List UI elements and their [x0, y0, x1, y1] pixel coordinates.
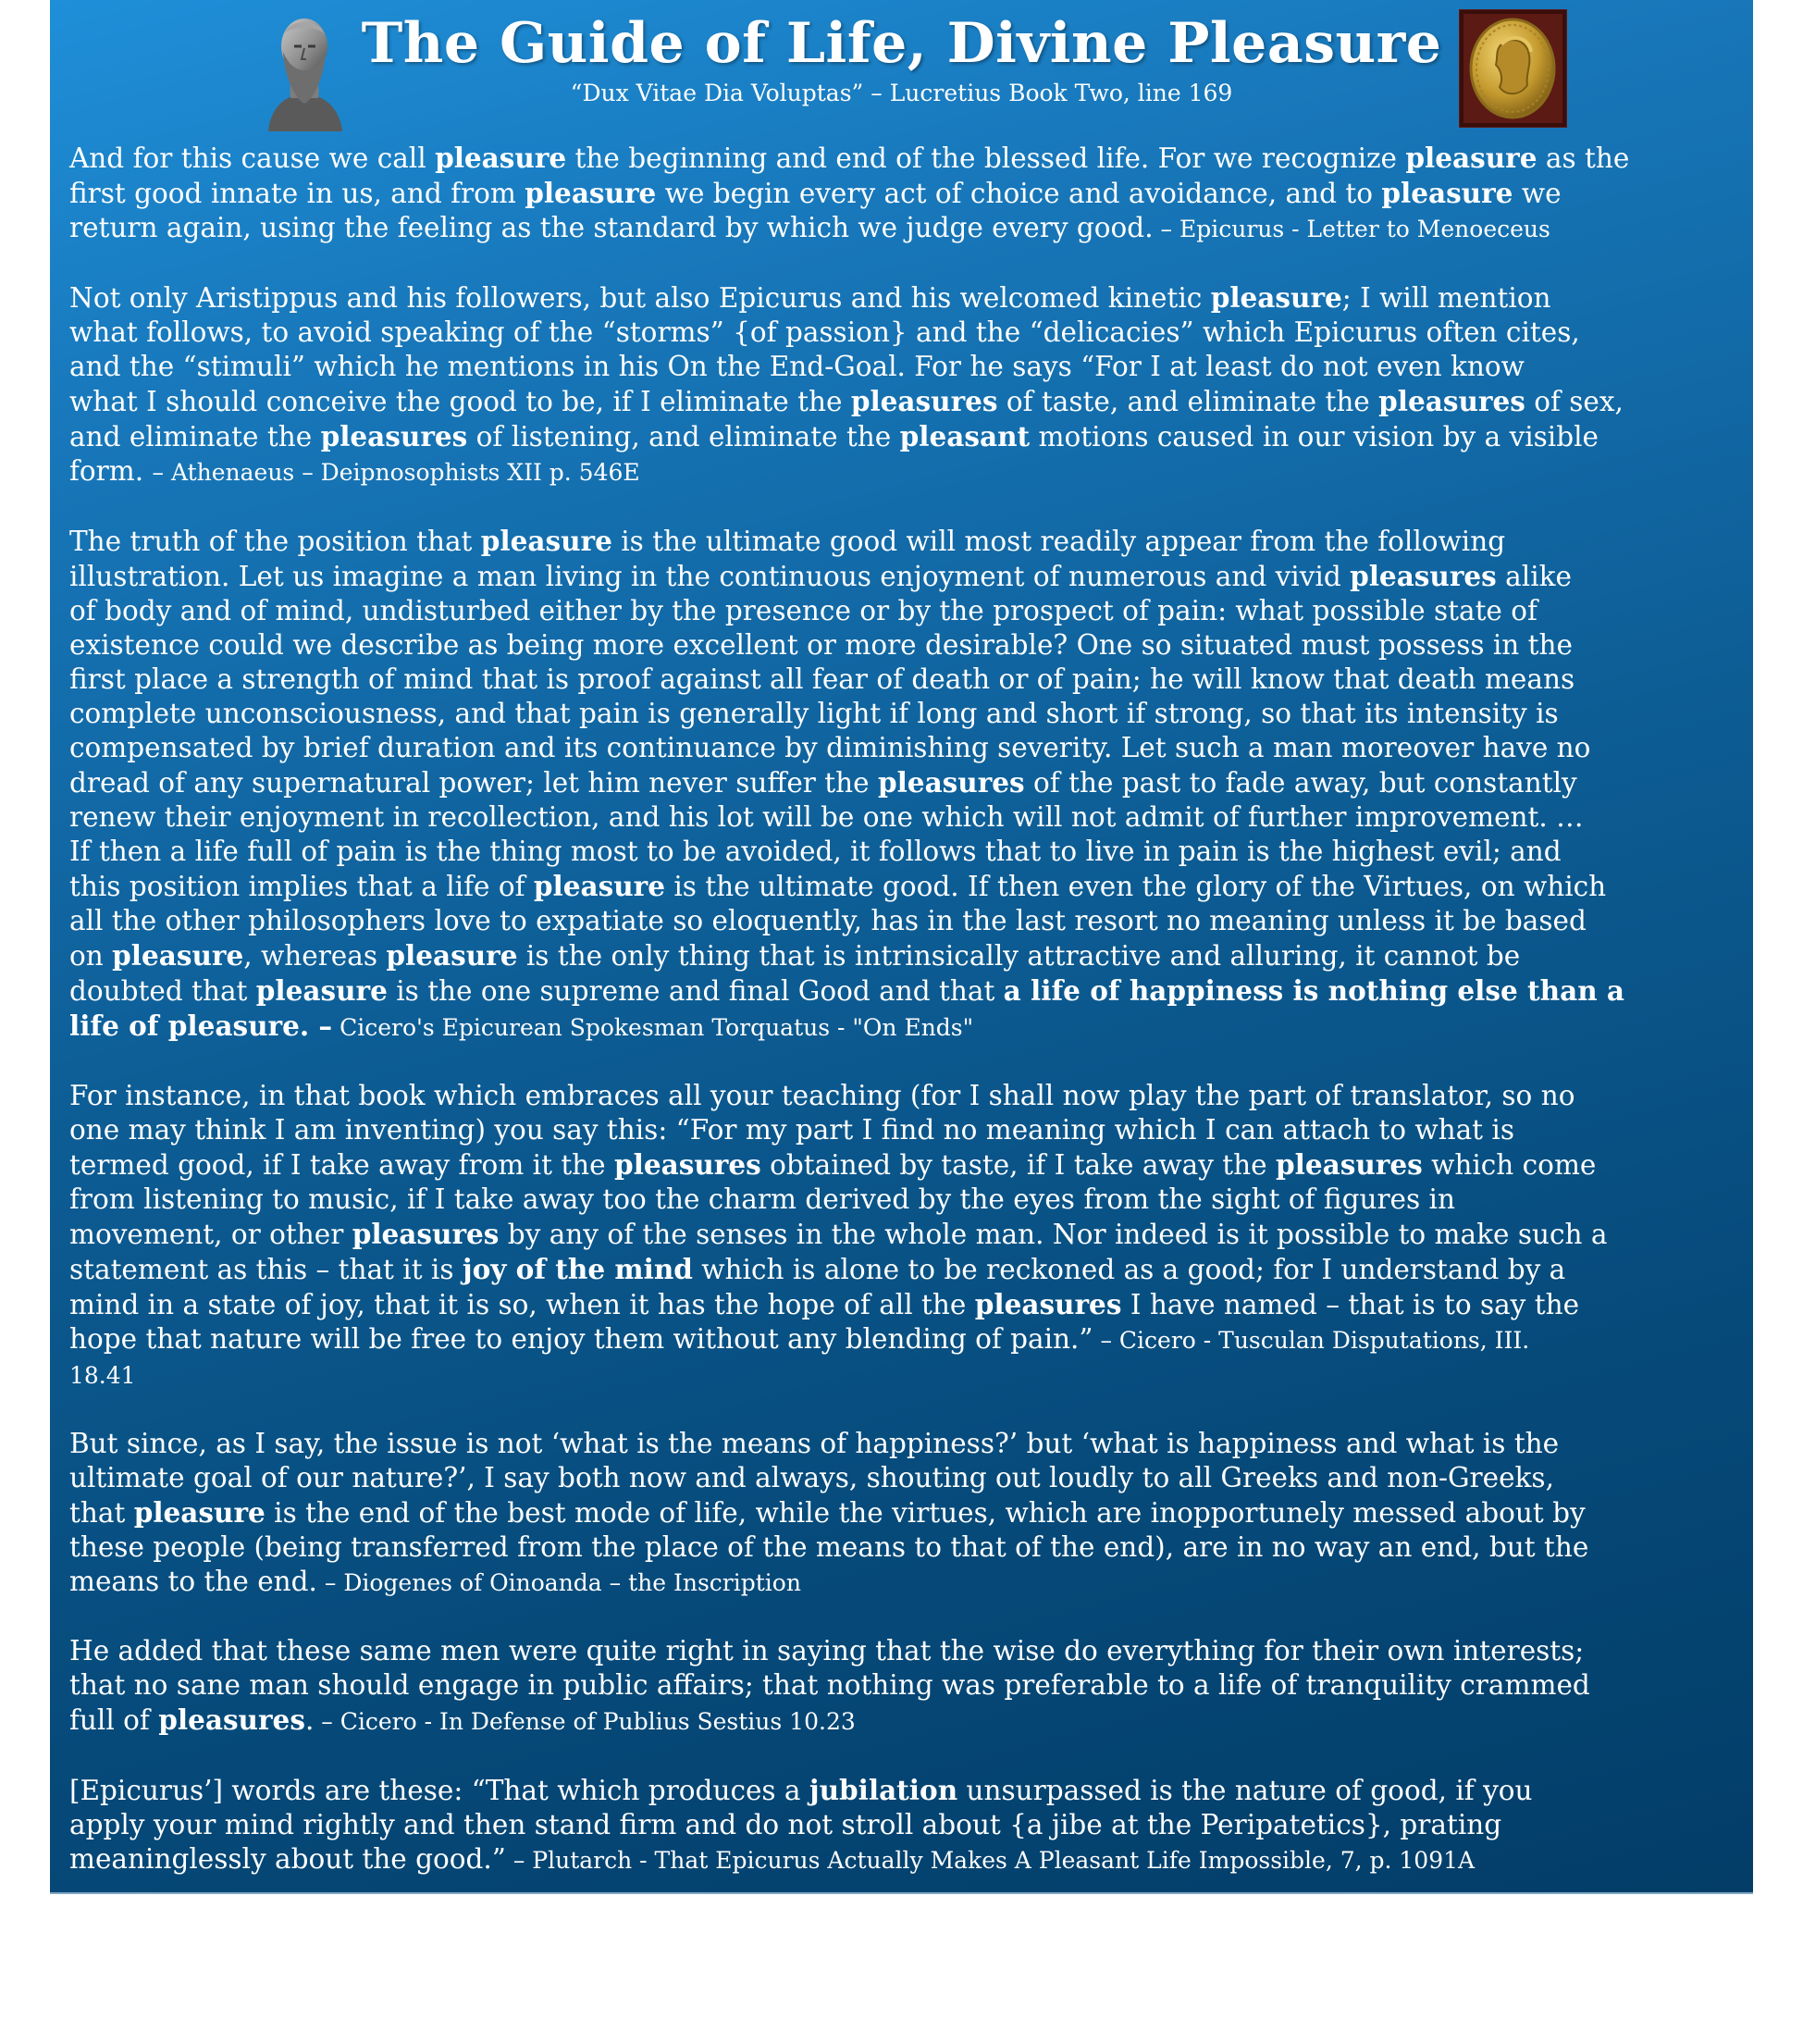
quote-paragraph	[69, 524, 1739, 1045]
quote-text: For instance, in that book which embraces all your teaching (for I shall now play the part of translator, so no one may think I am inventing) you say this: “For my part I find no meaning which I can attach to what is termed good, if I take away from it the	[69, 1080, 1575, 1181]
quote-text: the beginning and end of the blessed life. For we recognize	[566, 142, 1406, 174]
quote-paragraph	[69, 1634, 1739, 1739]
quote-text: is the ultimate good will most readily appear from the following illustration. Let us imagine a man living in the continuous enjoyment of numerous and vivid	[69, 526, 1506, 592]
quote-text: is the one supreme and final Good and that	[387, 975, 1004, 1007]
quote-paragraph	[69, 1079, 1739, 1393]
emphasis-text: pleasures	[877, 766, 1025, 799]
emphasis-text: pleasure	[525, 177, 657, 209]
emphasis-text: pleasure	[435, 142, 567, 174]
emphasis-text: pleasure	[386, 939, 518, 972]
emphasis-text: pleasures	[1350, 560, 1497, 592]
emphasis-text: pleasures	[974, 1288, 1122, 1320]
quote-citation: – Athenaeus – Deipnosophists XII p. 546E	[152, 459, 640, 486]
quote-citation: Cicero's Epicurean Spokesman Torquatus - "On Ends"	[332, 1014, 974, 1041]
quote-text: obtained by taste, if I take away the	[760, 1149, 1276, 1181]
emphasis-text: jubilation	[809, 1774, 958, 1806]
quote-text: which come from listening to music, if I take away too the charm derived by the eyes from the sight of figures in movement, or other	[69, 1149, 1597, 1250]
quotes-list	[69, 141, 1739, 1912]
quote-text: of sex, and eliminate the	[69, 386, 1624, 452]
quote-text: of listening, and eliminate the	[467, 421, 900, 452]
emphasis-text: pleasures	[320, 420, 468, 452]
gold-coin-portrait-icon	[1459, 9, 1567, 128]
emphasis-text: pleasure	[1405, 142, 1537, 174]
header	[50, 0, 1753, 134]
poster-panel	[50, 0, 1753, 1894]
quote-text: we return again, using the feeling as the standard by which we judge every good.	[69, 178, 1562, 243]
quote-citation: – Diogenes of Oinoanda – the Inscription	[316, 1569, 801, 1596]
quote-citation: – Cicero - Tusculan Disputations, III. 18.41	[69, 1327, 1530, 1389]
emphasis-text: pleasure	[133, 1496, 266, 1529]
page-subtitle: “Dux Vitae Dia Voluptas” – Lucretius Book Two, line 169	[570, 80, 1233, 106]
quote-text: He added that these same men were quite right in saying that the wise do everything for their own interests; that no sane man should engage in public affairs; that nothing was preferable to a life of tranquility crammed full of	[69, 1635, 1590, 1736]
emphasis-text: pleasure	[533, 870, 665, 902]
quote-text: motions caused in our vision by a visible form.	[69, 421, 1599, 487]
quote-text: The truth of the position that	[69, 526, 481, 557]
quote-text: is the only thing that is intrinsically attractive and alluring, it cannot be doubted that	[69, 940, 1521, 1007]
quote-text: which is alone to be reckoned as a good; for I understand by a mind in a state of joy, that it is so, when it has the hope of all the	[69, 1254, 1566, 1320]
emphasis-text: pleasures	[1276, 1148, 1423, 1181]
quote-paragraph	[69, 280, 1739, 489]
emphasis-text: pleasures	[352, 1218, 500, 1250]
emphasis-text: pleasures	[850, 385, 998, 417]
emphasis-text: pleasures	[1378, 385, 1525, 417]
emphasis-text: pleasure	[1210, 281, 1342, 314]
quote-text: , whereas	[243, 940, 387, 972]
emphasis-text: pleasant	[899, 420, 1031, 452]
quote-text: is the ultimate good. If then even the glory of the Virtues, on which all the other philosophers love to expatiate so eloquently, has in the last resort no meaning unless it be based on	[69, 871, 1607, 972]
emphasis-text: pleasure	[480, 525, 612, 557]
quote-text: ; I will mention what follows, to avoid speaking of the “storms” {of passion} and the “delicacies” which Epicurus often cites, and the “stimuli” which he mentions in his On the End-Goal. For he says “For I at least do not even know what I should conceive the good to be, if I eliminate the	[69, 282, 1580, 417]
emphasis-text: pleasures	[158, 1703, 305, 1736]
quote-paragraph	[69, 1773, 1739, 1877]
quote-text: unsurpassed is the nature of good, if you apply your mind rightly and then stand firm and do not stroll about {a jibe at the Peripatetics}, prating meaninglessly about the good.”	[69, 1775, 1533, 1875]
quote-text: Not only Aristippus and his followers, but also Epicurus and his welcomed kinetic	[69, 282, 1211, 314]
quote-paragraph	[69, 1427, 1739, 1600]
emphasis-text: pleasure	[112, 939, 244, 972]
page-title: The Guide of Life, Divine Pleasure	[361, 11, 1442, 76]
quote-text: alike of body and of mind, undisturbed either by the presence or by the prospect of pain: what possible state of existence could we describe as being more excellent or more desirable? One so situated must possess in the first place a strength of mind that is proof against all fear of death or of pain; he will know that death means complete unconsciousness, and that pain is generally light if long and short if strong, so that its intensity is compensated by brief duration and its continuance by diminishing severity. Let such a man moreover have no dread of any supernatural power; let him never suffer the	[69, 561, 1591, 799]
quote-text: by any of the senses in the whole man. Nor indeed is it possible to make such a statement as this – that it is	[69, 1219, 1608, 1285]
emphasis-text: pleasures	[614, 1148, 761, 1181]
quote-text: as the first good innate in us, and from	[69, 142, 1630, 209]
quote-text: of taste, and eliminate the	[997, 386, 1379, 417]
emphasis-text: pleasure	[255, 974, 388, 1007]
emphasis-text: pleasure	[1381, 177, 1513, 209]
emphasis-text: joy of the mind	[462, 1253, 693, 1285]
quote-text: But since, as I say, the issue is not ‘what is the means of happiness?’ but ‘what is happiness and what is the ultimate goal of our nature?’, I say both now and always, shouting out loudly to all Greeks and non-Greeks, that	[69, 1428, 1560, 1529]
emphasis-text: a life of happiness is nothing else than a life of pleasure. –	[69, 974, 1625, 1042]
quote-text: we begin every act of choice and avoidance, and to	[656, 178, 1382, 209]
quote-text: of the past to fade away, but constantly renew their enjoyment in recollection, and his lot will be one which will not admit of further improvement. … If then a life full of pain is the thing most to be avoided, it follows that to live in pain is the highest evil; and this position implies that a life of	[69, 767, 1584, 902]
quote-citation: – Epicurus - Letter to Menoeceus	[1153, 216, 1550, 242]
quote-citation: – Plutarch - That Epicurus Actually Makes A Pleasant Life Impossible, 7, p. 1091A	[505, 1847, 1476, 1874]
quote-paragraph	[69, 141, 1739, 246]
quote-text: is the end of the best mode of life, while the virtues, which are inopportunely messed about by these people (being transferred from the place of the means to that of the end), are in no way an end, but the means to the end.	[69, 1497, 1589, 1597]
quote-citation: – Cicero - In Defense of Publius Sestius 10.23	[314, 1708, 856, 1735]
quote-text: [Epicurus’] words are these: “That which produces a	[69, 1775, 809, 1806]
quote-text: And for this cause we call	[69, 142, 436, 174]
quote-text: I have named – that is to say the hope that nature will be free to enjoy them without any blending of pain.”	[69, 1289, 1580, 1355]
quote-text: .	[304, 1704, 315, 1736]
